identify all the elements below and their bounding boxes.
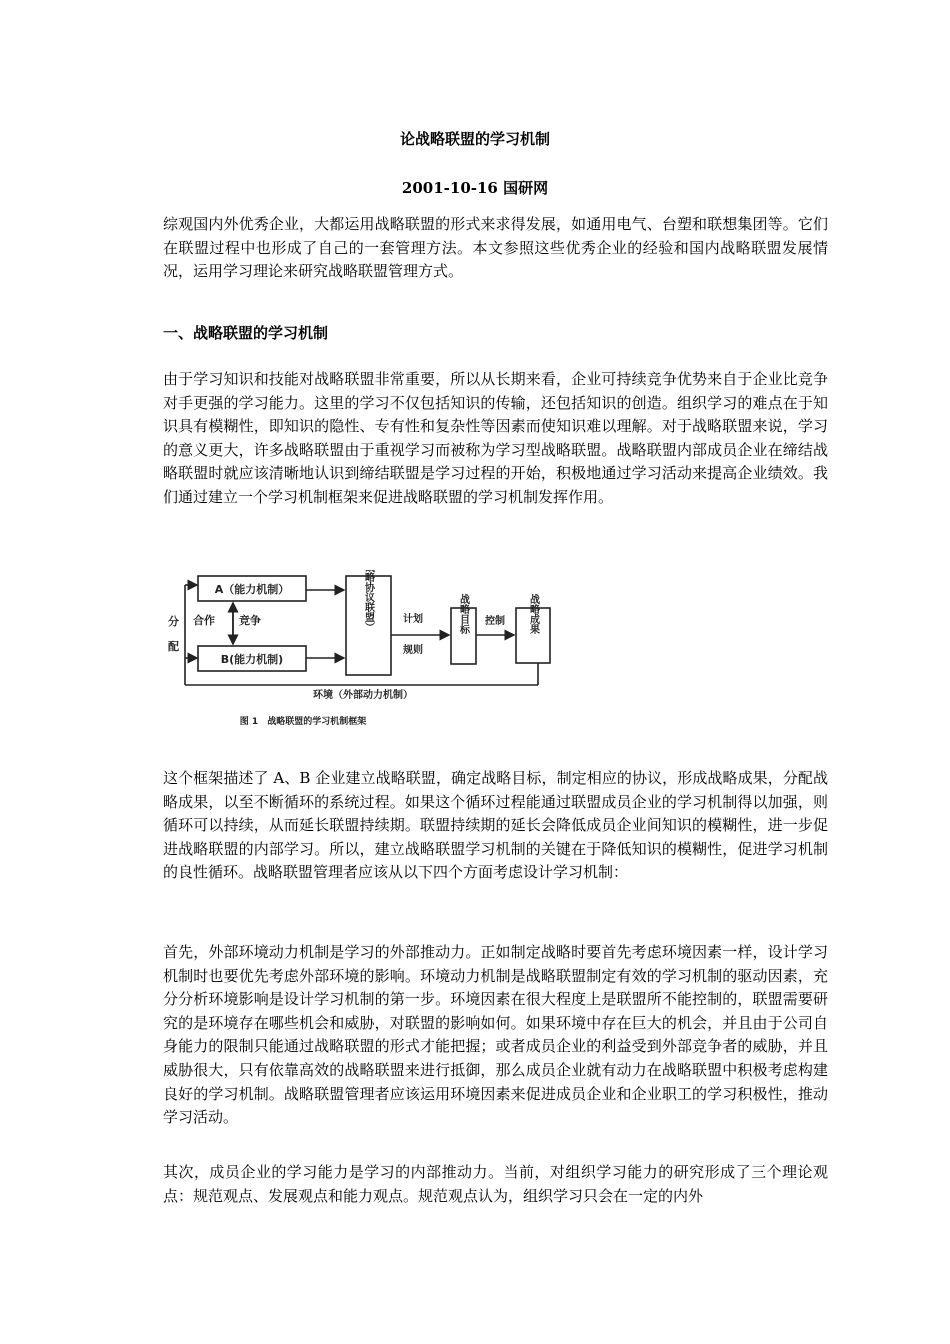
framework-figure [163, 570, 563, 735]
fig-label-environment: 环境（外部动力机制） [313, 690, 413, 701]
paragraph-1: 由于学习知识和技能对战略联盟非常重要，所以从长期来看，企业可持续竞争优势来自于企业比竞争对手更强的学习能力。这里的学习不仅包括知识的传输，还包括知识的创造。组织学习的难点在于知识具有模糊性，即知识的隐性、专有性和复杂性等因素而使知识难以理解。对于战略联盟来说，学习的意义更大，许多战略联盟由于重视学习而被称为学习型战略联盟。战略联盟内部成员企业在缔结战略联盟时就应该清晰地认识到缔结联盟是学习过程的开始，积极地通过学习活动来提高企业绩效。我们通过建立一个学习机制框架来促进战略联盟的学习机制发挥作用。 [163, 370, 828, 506]
fig-label-cooperate: 合作 [193, 614, 215, 627]
paragraph-4: 其次，成员企业的学习能力是学习的内部推动力。当前，对组织学习能力的研究形成了三个理论观点：规范观点、发展观点和能力观点。规范观点认为，组织学习只会在一定的内外 [163, 1163, 828, 1205]
fig-label-distribute-2: 配 [168, 640, 179, 653]
document-title: 论战略联盟的学习机制 [399, 130, 550, 148]
intro-paragraph: 综观国内外优秀企业，大都运用战略联盟的形式来求得发展，如通用电气、台塑和联想集团等。它们在联盟过程中也形成了自己的一套管理方法。本文参照这些优秀企业的经验和国内战略联盟发展情况，运用学习理论来研究战略联盟管理方式。 [163, 215, 828, 281]
fig-label-distribute-1: 分 [168, 615, 179, 628]
fig-label-plan: 计划 [403, 614, 423, 625]
byline: 2001-10-16 国研网 [401, 179, 549, 197]
paragraph-2: 这个框架描述了 A、B 企业建立战略联盟，确定战略目标，制定相应的协议，形成战略成果，分配战略成果，以至不断循环的系统过程。如果这个循环过程能通过联盟成员企业的学习机制得以加强，则循环可以持续，从而延长联盟持续期。联盟持续期的延长会降低成员企业间知识的模糊性，进一步促进战略联盟的内部学习。所以，建立战略联盟学习机制的关键在于降低知识的模糊性，促进学习机制的良性循环。战略联盟管理者应该从以下四个方面考虑设计学习机制： [163, 769, 828, 882]
section-heading: 一、战略联盟的学习机制 [163, 324, 329, 342]
fig-box-a: A（能力机制） [214, 583, 290, 596]
paragraph-3: 首先，外部环境动力机制是学习的外部推动力。正如制定战略时要首先考虑环境因素一样，设计学习机制时也要优先考虑外部环境的影响。环境动力机制是战略联盟制定有效的学习机制的驱动因素，充分分析环境影响是设计学习机制的第一步。环境因素在很大程度上是联盟所不能控制的，联盟需要研究的是环境存在哪些机会和威胁，对联盟的影响如何。如果环境中存在巨大的机会，并且由于公司自身能力的限制只能通过战略联盟的形式才能把握；或者成员企业的利益受到外部竞争者的威胁，并且威胁很大，只有依靠高效的战略联盟来进行抵御，那么成员企业就有动力在战略联盟中积极考虑构建良好的学习机制。战略联盟管理者应该运用环境因素来促进成员企业和企业职工的学习积极性，推动学习活动。 [163, 943, 828, 1127]
fig-box-b: B(能力机制) [220, 653, 284, 666]
fig-label-compete: 竞争 [239, 614, 261, 627]
fig-label-control: 控制 [485, 616, 505, 627]
fig-box-result: 战略成果 [527, 594, 539, 634]
fig-label-rule: 规则 [403, 645, 423, 656]
fig-caption: 图 1 战略联盟的学习机制框架 [239, 717, 367, 727]
fig-box-agreement: （战略协议联盟） [362, 570, 374, 632]
fig-box-goal: 战略目标 [457, 594, 469, 634]
